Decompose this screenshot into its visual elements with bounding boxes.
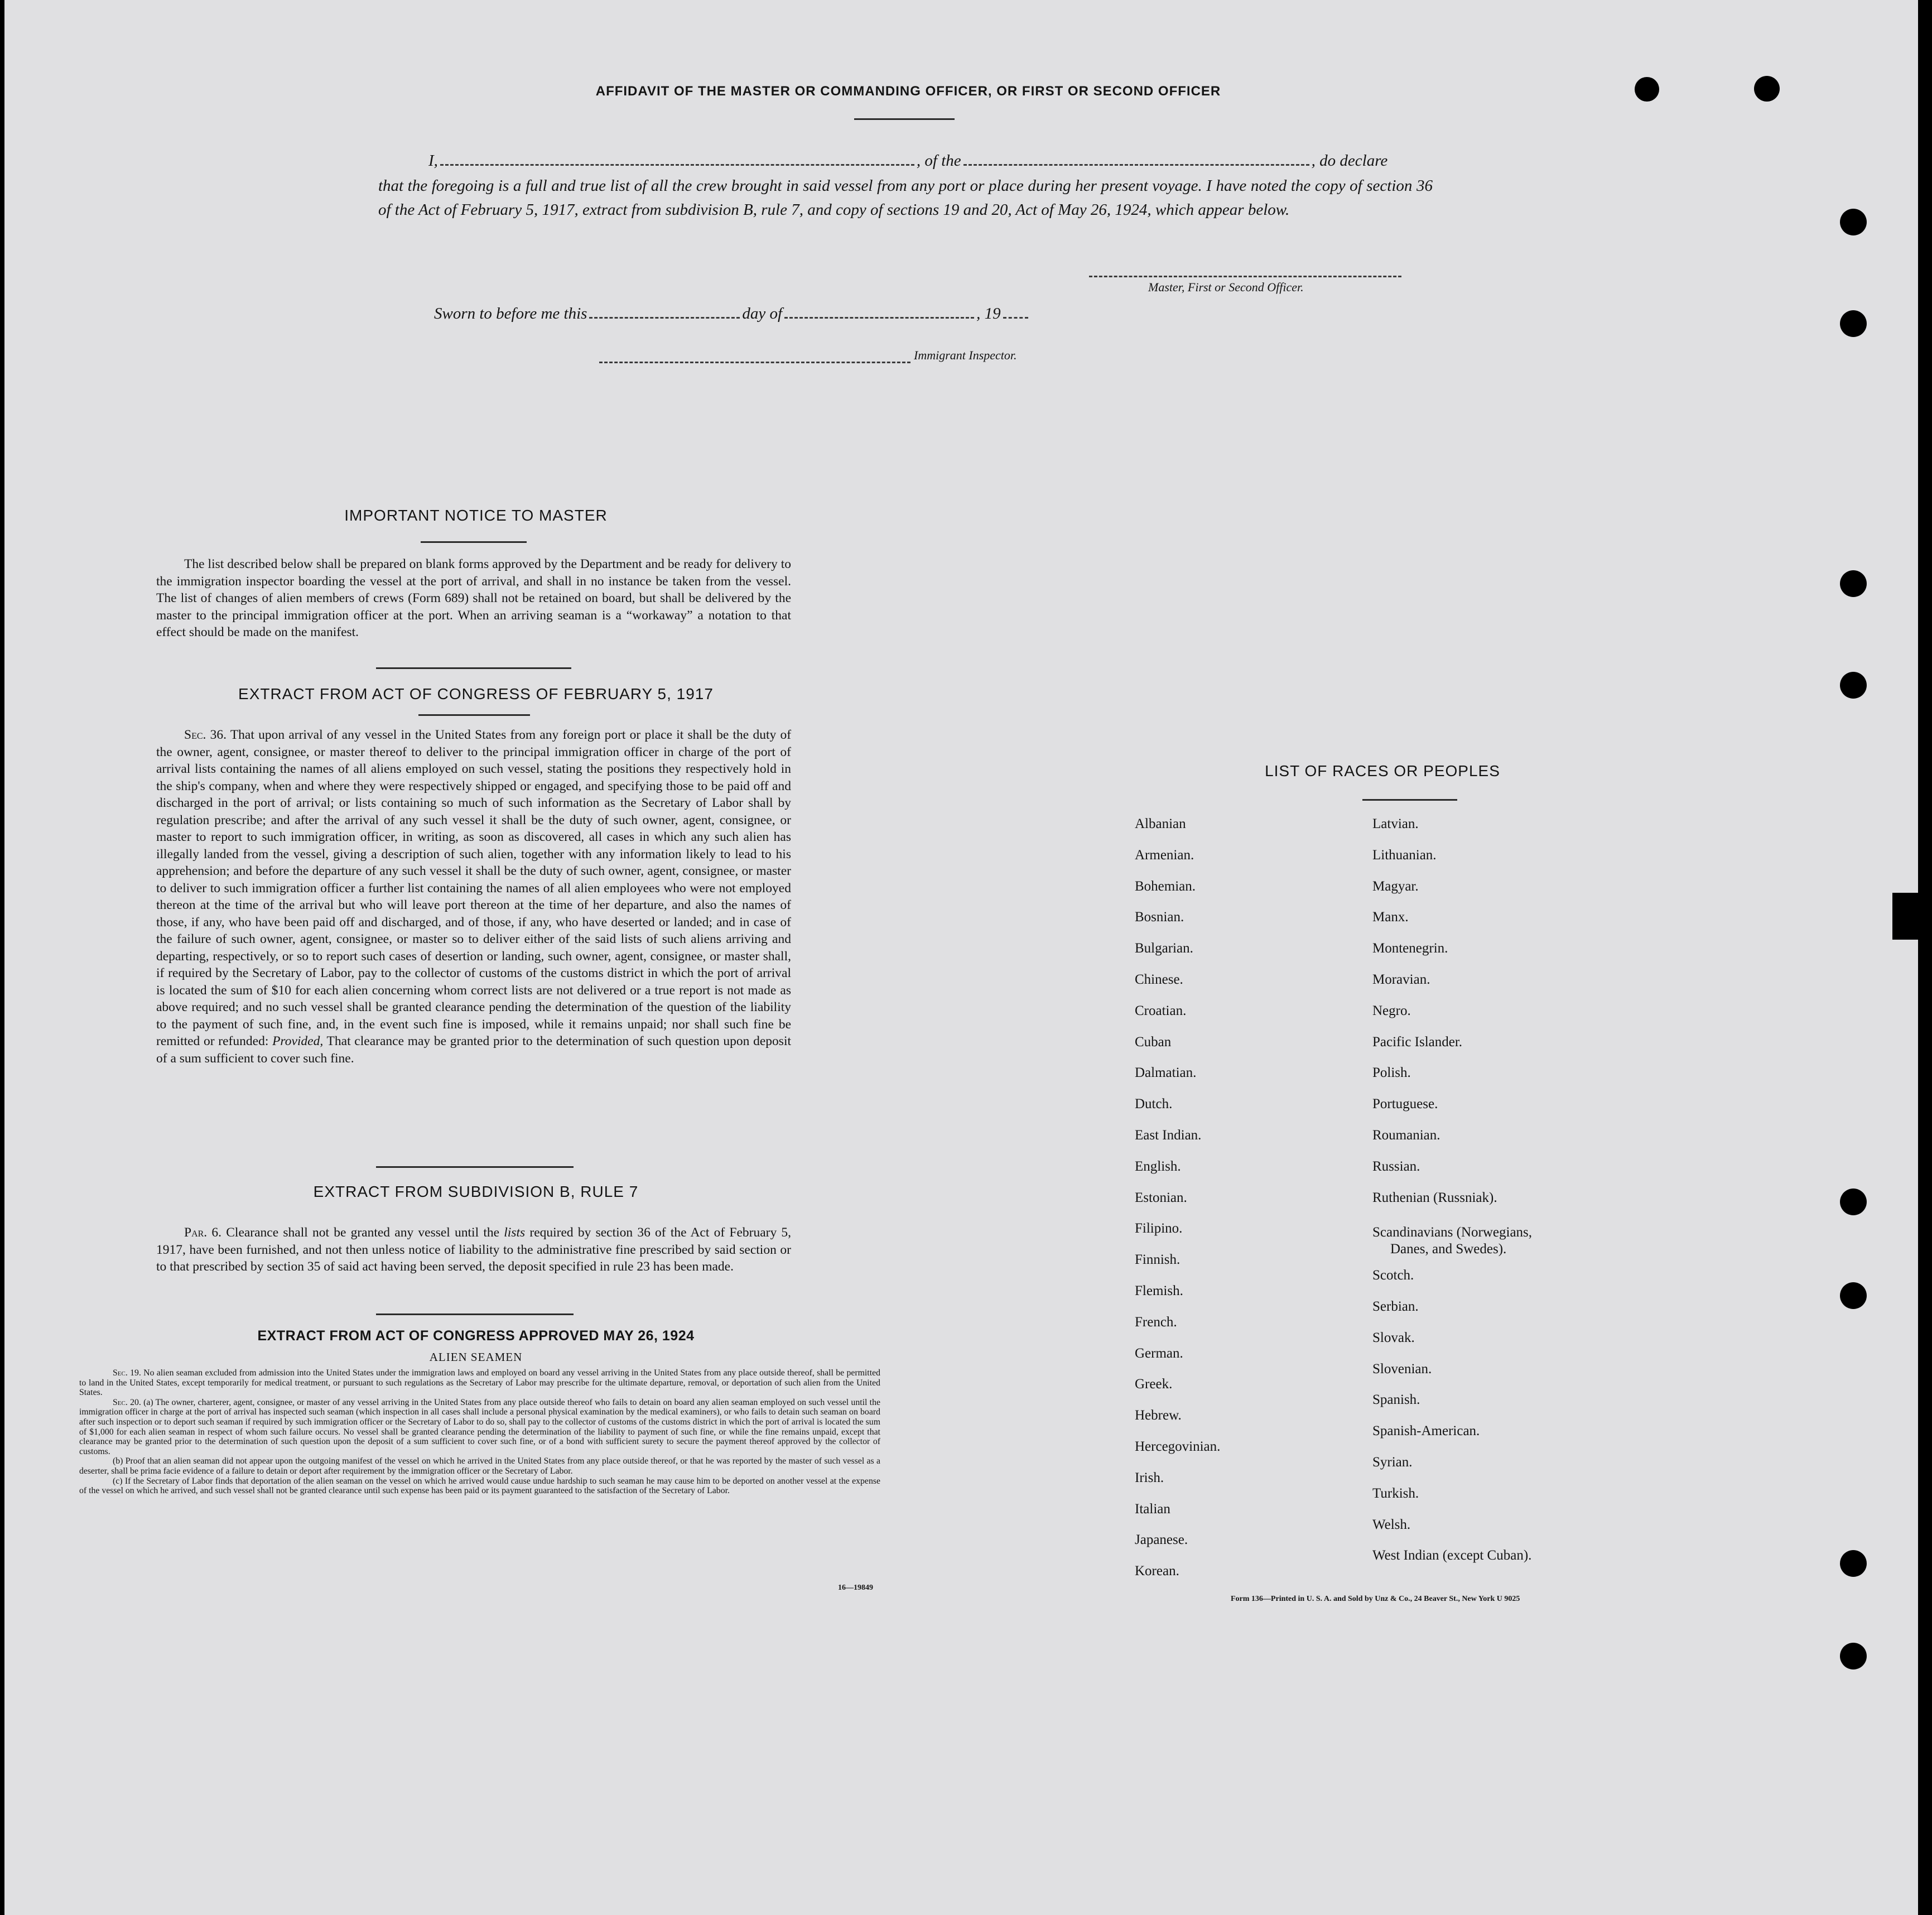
rule-7-title: EXTRACT FROM SUBDIVISION B, RULE 7 bbox=[313, 1183, 639, 1200]
race-item: Estonian. bbox=[1135, 1190, 1187, 1205]
races-title: LIST OF RACES OR PEOPLES bbox=[1265, 762, 1500, 780]
affidavit-title: AFFIDAVIT OF THE MASTER OR COMMANDING OFFICER, OR FIRST OR SECOND OFFICER bbox=[595, 84, 1221, 99]
edge-tab bbox=[1892, 893, 1918, 940]
divider bbox=[421, 541, 527, 543]
race-item: East Indian. bbox=[1135, 1128, 1202, 1143]
sec-19: Sec. 19. No alien seaman excluded from admission into the United States under the immigration laws and employed on board any vessel arriving in the United States from any place outside thereof, shall be permitted to land in the United States, except temporarily for medical treatment, or pursuant to such regulations as the Secretary of Labor may prescribe for the ultimate departure, removal, or deportation of such alien from the United States. bbox=[79, 1368, 880, 1398]
act-1924-text bbox=[79, 1368, 880, 1496]
race-item: Moravian. bbox=[1372, 972, 1430, 987]
sec-20c: (c) If the Secretary of Labor finds that deportation of the alien seaman on the vessel on which he arrived would cause undue hardship to such seaman he may cause him to be deported on another vessel at the expense of the vessel on which he arrived, and such vessel shall not be granted clearance until such expense has been paid or its payment guaranteed to the satisfaction of the Secretary of Labor. bbox=[79, 1476, 880, 1496]
punch-hole bbox=[1840, 1550, 1867, 1577]
name-blank bbox=[440, 148, 914, 166]
race-item: French. bbox=[1135, 1314, 1177, 1330]
sec-20b: (b) Proof that an alien seaman did not appear upon the outgoing manifest of the vessel on which he arrived in the United States from any place outside thereof, or that he was reported by the master of such vessel as a deserter, shall be prima facie evidence of a failure to detain or deport after requirement by the immigration officer or the Secretary of Labor. bbox=[79, 1456, 880, 1476]
race-item: Spanish-American. bbox=[1372, 1423, 1480, 1439]
race-item: Danes, and Swedes). bbox=[1390, 1242, 1507, 1257]
race-item: Ruthenian (Russniak). bbox=[1372, 1190, 1497, 1205]
race-item: Serbian. bbox=[1372, 1299, 1419, 1314]
race-item: Flemish. bbox=[1135, 1283, 1183, 1298]
race-item: Roumanian. bbox=[1372, 1128, 1440, 1143]
document-page bbox=[4, 0, 1918, 1915]
race-item: Armenian. bbox=[1135, 847, 1194, 863]
day-blank bbox=[589, 301, 740, 319]
divider bbox=[376, 667, 571, 669]
master-caption: Master, First or Second Officer. bbox=[1148, 280, 1304, 294]
race-item: West Indian (except Cuban). bbox=[1372, 1548, 1532, 1563]
race-item: Pacific Islander. bbox=[1372, 1034, 1463, 1050]
race-item: Portuguese. bbox=[1372, 1096, 1438, 1112]
punch-hole bbox=[1840, 570, 1867, 597]
race-item: Dalmatian. bbox=[1135, 1065, 1197, 1081]
race-item: Slovak. bbox=[1372, 1330, 1415, 1345]
act-1917-title: EXTRACT FROM ACT OF CONGRESS OF FEBRUARY 5, 1917 bbox=[238, 685, 714, 703]
month-blank bbox=[784, 301, 974, 319]
punch-hole bbox=[1840, 209, 1867, 235]
race-item: Croatian. bbox=[1135, 1003, 1187, 1018]
sec-20a: Sec. 20. (a) The owner, charterer, agent, consignee, or master of any vessel arriving in the United States from any place outside thereof who fails to detain on board any alien seaman employed on such vessel until the immigration officer in charge at the port of arrival has inspected such seaman (which inspection in all cases shall include a personal physical examination by the medical examiners), or who fails to detain such seaman on board after such inspection or to deport such seaman if required by such immigration officer or the Secretary of Labor to do so, shall pay to the collector of customs of the customs district in which the port of arrival is located the sum of $1,000 for each alien seaman in respect of whom such failure occurs. No vessel shall be granted clearance pending the determination of the liability to payment of such fine, or while the fine remains unpaid, except that clearance may be granted prior to the determination of such question upon the deposit of a sum sufficient to cover such fine, or of a bond with sufficient surety to secure the payment thereof approved by the collector of customs. bbox=[79, 1397, 880, 1456]
act-1917-text: Sec. 36. That upon arrival of any vessel in the United States from any foreign port or place it shall be the duty of the owner, agent, consignee, or master thereof to deliver to the principal immigration officer in charge of the port of arrival lists containing the names of all aliens employed on such vessel, stating the positions they respectively hold in the ship's company, when and where they were respectively shipped or engaged, and specifying those to be paid off and discharged in the port of arrival; or lists containing so much of such information as the Secretary of Labor shall by regulation prescribe; and after the arrival of any such vessel it shall be the duty of such owner, agent, consignee, or master to report to such immigration officer, in writing, as soon as discovered, all cases in which any such alien has illegally landed from the vessel, giving a description of such alien, together with any information likely to lead to his apprehension; and before the departure of any such vessel it shall be the duty of such owner, agent, consignee, or master to deliver to such immigration officer a further list containing the names of all alien employees who were not employed thereon at the time of the arrival but who will leave port thereon at the time of her departure, and also the names of those, if any, who have been paid off and discharged, and of those, if any, who have deserted or landed; and in case of the failure of such owner, agent, consignee, or master so to deliver either of the said lists of such aliens arriving and departing, respectively, or so to report such cases of desertion or landing, such owner, agent, consignee, or master shall, if required by the Secretary of Labor, pay to the collector of customs of the customs district in which the port of arrival is located the sum of $10 for each alien concerning whom correct lists are not delivered or a true report is not made as above required; and no such vessel shall be granted clearance pending the determination of the question of the liability to the payment of such fine, and, in the event such fine is imposed, while it remains unpaid; nor shall such fine be remitted or refunded: Provided, That clearance may be granted prior to the determination of such question upon deposit of a sum sufficient to cover such fine. bbox=[156, 728, 792, 1066]
year-blank bbox=[1003, 301, 1028, 319]
race-item: Bulgarian. bbox=[1135, 941, 1193, 956]
race-item: Lithuanian. bbox=[1372, 847, 1437, 863]
sworn-line: Sworn to before me this day of , 19 bbox=[434, 301, 1159, 326]
race-item: Filipino. bbox=[1135, 1221, 1183, 1236]
divider bbox=[376, 1313, 574, 1315]
act-1924-title: EXTRACT FROM ACT OF CONGRESS APPROVED MAY 26, 1924 bbox=[257, 1328, 695, 1344]
punch-hole bbox=[1840, 1282, 1867, 1309]
punch-hole bbox=[1754, 76, 1780, 102]
race-item: Negro. bbox=[1372, 1003, 1411, 1018]
punch-hole bbox=[1840, 672, 1867, 699]
divider bbox=[854, 118, 955, 120]
race-item: Bohemian. bbox=[1135, 878, 1196, 894]
race-item: Albanian bbox=[1135, 816, 1186, 831]
race-item: German. bbox=[1135, 1345, 1183, 1361]
master-signature-line bbox=[1089, 276, 1401, 277]
inspector-caption: Immigrant Inspector. bbox=[914, 348, 1017, 362]
punch-hole bbox=[1635, 77, 1659, 102]
race-item: Turkish. bbox=[1372, 1485, 1419, 1501]
race-item: Spanish. bbox=[1372, 1392, 1420, 1408]
race-item: Scotch. bbox=[1372, 1268, 1414, 1283]
race-item: Slovenian. bbox=[1372, 1361, 1432, 1377]
race-item: Montenegrin. bbox=[1372, 941, 1448, 956]
race-item: Welsh. bbox=[1372, 1517, 1411, 1532]
race-item: Greek. bbox=[1135, 1377, 1173, 1392]
race-item: Manx. bbox=[1372, 910, 1409, 925]
race-item: Italian bbox=[1135, 1501, 1170, 1517]
race-item: Magyar. bbox=[1372, 878, 1419, 894]
race-item: English. bbox=[1135, 1158, 1181, 1174]
race-item: Japanese. bbox=[1135, 1532, 1188, 1548]
affidavit-declaration: that the foregoing is a full and true list of all the crew brought in said vessel from any port or place during her present voyage. I have noted the copy of section 36 of the Act of February 5, 1917, extract from subdivision B, rule 7, and copy of sections 19 and 20, Act of May 26, 1924, which appear below. bbox=[378, 177, 1433, 219]
punch-hole bbox=[1840, 310, 1867, 337]
race-item: Bosnian. bbox=[1135, 910, 1184, 925]
inspector-signature-line bbox=[599, 362, 910, 363]
punch-hole bbox=[1840, 1189, 1867, 1215]
race-item: Scandinavians (Norwegians, bbox=[1372, 1225, 1533, 1240]
affidavit-line-1: I, , of the , do declare bbox=[428, 148, 1433, 173]
divider bbox=[1362, 799, 1457, 801]
act-1924-subtitle: ALIEN SEAMEN bbox=[429, 1350, 523, 1364]
printer-footer: Form 136—Printed in U. S. A. and Sold by Unz & Co., 24 Beaver St., New York U 9025 bbox=[1231, 1595, 1520, 1603]
notice-title: IMPORTANT NOTICE TO MASTER bbox=[344, 507, 608, 524]
race-item: Finnish. bbox=[1135, 1252, 1181, 1268]
race-item: Irish. bbox=[1135, 1470, 1164, 1485]
race-item: Latvian. bbox=[1372, 816, 1419, 831]
race-item: Russian. bbox=[1372, 1158, 1420, 1174]
notice-text: The list described below shall be prepared on blank forms approved by the Department and be ready for delivery to the immigration inspector boarding the vessel at the port of arrival, and shall in no instance be taken from the vessel. The list of changes of alien members of crews (Form 689) shall not be retained on board, but shall be delivered by the master to the principal immigration officer at the port. When an arriving seaman is a “workaway” a notation to that effect should be made on the manifest. bbox=[156, 557, 791, 639]
punch-hole bbox=[1840, 1643, 1867, 1669]
divider bbox=[376, 1166, 574, 1168]
race-item: Hebrew. bbox=[1135, 1408, 1182, 1423]
form-number: 16—19849 bbox=[838, 1584, 873, 1592]
race-item: Syrian. bbox=[1372, 1455, 1413, 1470]
rule-7-text: Par. 6. Clearance shall not be granted any vessel until the lists required by section 36 of the Act of February 5, 1917, have been furnished, and not then unless notice of liability to the administrative fine prescribed by said section or to that prescribed by section 35 of said act having been served, the deposit specified in rule 23 has been made. bbox=[156, 1225, 792, 1274]
race-item: Hercegovinian. bbox=[1135, 1439, 1221, 1454]
race-item: Polish. bbox=[1372, 1065, 1411, 1081]
race-item: Korean. bbox=[1135, 1563, 1179, 1579]
race-item: Chinese. bbox=[1135, 972, 1183, 987]
vessel-blank bbox=[963, 148, 1309, 166]
race-item: Dutch. bbox=[1135, 1096, 1173, 1112]
divider bbox=[418, 714, 530, 716]
race-item: Cuban bbox=[1135, 1034, 1172, 1050]
